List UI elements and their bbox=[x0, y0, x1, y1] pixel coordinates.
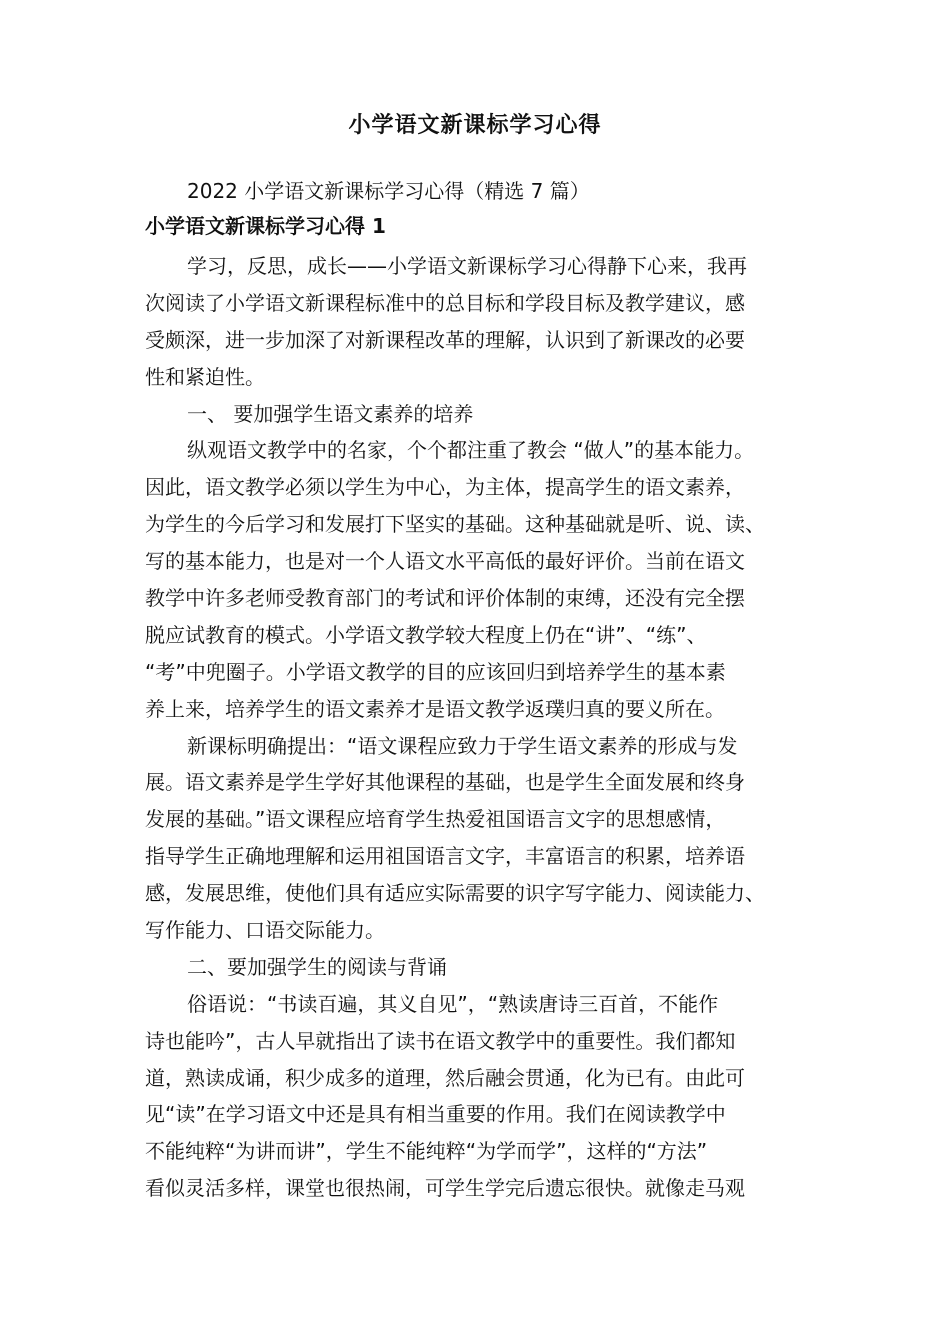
paragraph-line: 诗也能吟”，古人早就指出了读书在语文教学中的重要性。我们都知 bbox=[145, 1028, 736, 1053]
paragraph-line: 脱应试教育的模式。小学语文教学较大程度上仍在“讲”、“练”、 bbox=[145, 622, 707, 647]
subsection-heading: 二、要加强学生的阅读与背诵 bbox=[187, 954, 447, 979]
section-heading: 小学语文新课标学习心得 1 bbox=[145, 214, 386, 238]
paragraph-line: 性和紧迫性。 bbox=[145, 364, 265, 389]
paragraph-line: 展。语文素养是学生学好其他课程的基础，也是学生全面发展和终身 bbox=[145, 770, 745, 795]
document-subtitle: 2022 小学语文新课标学习心得（精选 7 篇） bbox=[187, 179, 590, 203]
paragraph-line: 新课标明确提出：“语文课程应致力于学生语文素养的形成与发 bbox=[187, 733, 738, 758]
paragraph-line: 次阅读了小学语文新课程标准中的总目标和学段目标及教学建议，感 bbox=[145, 290, 745, 315]
body-text bbox=[145, 248, 825, 1207]
paragraph-line: 受颇深，进一步加深了对新课程改革的理解，认识到了新课改的必要 bbox=[145, 327, 745, 352]
paragraph-line: 为学生的今后学习和发展打下坚实的基础。这种基础就是听、说、读、 bbox=[145, 512, 765, 537]
subsection-heading: 一、 要加强学生语文素养的培养 bbox=[187, 401, 474, 426]
paragraph-line: 指导学生正确地理解和运用祖国语言文字，丰富语言的积累，培养语 bbox=[145, 844, 745, 869]
paragraph-line: 纵观语文教学中的名家，个个都注重了教会 “做人”的基本能力。 bbox=[187, 438, 755, 463]
paragraph-line: 感，发展思维，使他们具有适应实际需要的识字写字能力、阅读能力、 bbox=[145, 881, 765, 906]
paragraph-line: “考”中兜圈子。小学语文教学的目的应该回归到培养学生的基本素 bbox=[145, 659, 726, 684]
paragraph-line: 见“读”在学习语文中还是具有相当重要的作用。我们在阅读教学中 bbox=[145, 1102, 726, 1127]
paragraph-line: 教学中许多老师受教育部门的考试和评价体制的束缚，还没有完全摆 bbox=[145, 586, 745, 611]
paragraph-line: 因此，语文教学必须以学生为中心，为主体，提高学生的语文素养， bbox=[145, 475, 745, 500]
paragraph-line: 写的基本能力，也是对一个人语文水平高低的最好评价。当前在语文 bbox=[145, 549, 745, 574]
paragraph-line: 不能纯粹“为讲而讲”，学生不能纯粹“为学而学”，这样的“方法” bbox=[145, 1139, 708, 1164]
paragraph-line: 养上来，培养学生的语文素养才是语文教学返璞归真的要义所在。 bbox=[145, 696, 725, 721]
paragraph-line: 看似灵活多样，课堂也很热闹，可学生学完后遗忘很快。就像走马观 bbox=[145, 1176, 745, 1201]
paragraph-line: 写作能力、口语交际能力。 bbox=[145, 918, 385, 943]
paragraph-line: 发展的基础。”语文课程应培育学生热爱祖国语言文字的思想感情， bbox=[145, 807, 726, 832]
paragraph-line: 学习，反思，成长——小学语文新课标学习心得静下心来，我再 bbox=[187, 254, 747, 278]
paragraph-line: 俗语说：“书读百遍，其义自见”，“熟读唐诗三百首，不能作 bbox=[187, 991, 719, 1016]
document-title: 小学语文新课标学习心得 bbox=[348, 113, 602, 138]
paragraph-line: 道，熟读成诵，积少成多的道理，然后融会贯通，化为已有。由此可 bbox=[145, 1065, 745, 1090]
